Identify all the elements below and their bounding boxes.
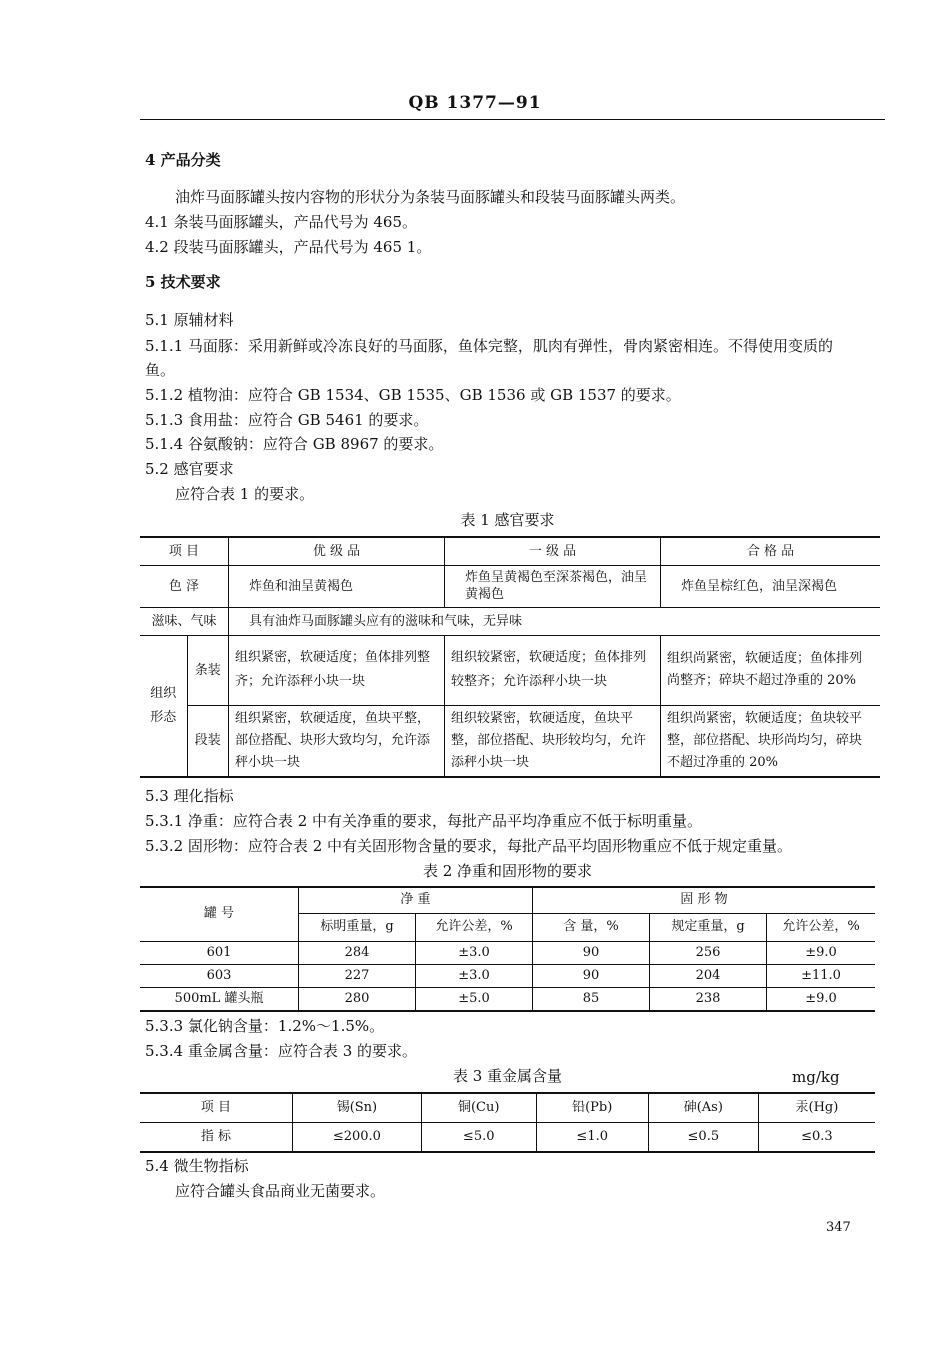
section-5-1-2: 5.1.2 植物油：应符合 GB 1534、GB 1535、GB 1536 或 GB 1537 的要求。: [145, 386, 681, 404]
t2-can-label: 罐 号: [140, 887, 299, 941]
t2-sub-net-tolerance: 允许公差，%: [416, 913, 533, 941]
page-number: 347: [826, 1220, 851, 1235]
table-cell: ≤1.0: [536, 1123, 648, 1153]
table-cell: 90: [533, 941, 650, 964]
section-5-2-text: 应符合表 1 的要求。: [175, 485, 315, 503]
t2-sub-solid-tolerance: 允许公差，%: [767, 913, 876, 941]
section-5-1-1-cont: 鱼。: [145, 361, 176, 379]
t2-net-header: 净 重: [299, 887, 533, 913]
table-cell: 256: [650, 941, 767, 964]
section-5-1: 5.1 原辅材料: [145, 311, 234, 329]
t1-strip-label: 条装: [187, 635, 228, 705]
table-cell: 284: [299, 941, 416, 964]
document-code: QB 1377—91: [408, 93, 542, 113]
header-rule: [140, 119, 885, 120]
t1-section-first: 组织较紧密，软硬适度，鱼块平整，部位搭配、块形较均匀，允许添秤小块一块: [445, 705, 661, 777]
section-5-1-1: 5.1.1 马面豚：采用新鲜或冷冻良好的马面豚，鱼体完整，肌肉有弹性，骨肉紧密相连。不得使用变质的: [145, 337, 833, 355]
section-5-title: 5 技术要求: [145, 273, 221, 291]
table-cell: 85: [533, 987, 650, 1011]
t1-taste-label: 滋味、气味: [140, 607, 229, 635]
t2-sub-specified-weight: 规定重量，g: [650, 913, 767, 941]
table-cell: 204: [650, 964, 767, 987]
section-4-intro: 油炸马面豚罐头按内容物的形状分为条装马面豚罐头和段装马面豚罐头两类。: [175, 188, 686, 206]
section-4-title: 4 产品分类: [145, 151, 221, 169]
section-5-3-1: 5.3.1 净重：应符合表 2 中有关净重的要求，每批产品平均净重应不低于标明重量。: [145, 812, 703, 830]
t1-strip-first: 组织较紧密，软硬适度；鱼体排列较整齐；允许添秤小块一块: [445, 635, 661, 705]
section-5-4-text: 应符合罐头食品商业无菌要求。: [175, 1182, 386, 1200]
table-cell: 603: [140, 964, 299, 987]
t3-row-label: 指 标: [140, 1123, 293, 1153]
t3-header-item: 项 目: [140, 1093, 293, 1123]
t1-section-qualified: 组织尚紧密，软硬适度；鱼块较平整，部位搭配、块形尚均匀，碎块不超过净重的 20%: [661, 705, 881, 777]
table-cell: ±9.0: [767, 987, 876, 1011]
table-cell: ±9.0: [767, 941, 876, 964]
t1-color-qualified: 炸鱼呈棕红色，油呈深褐色: [661, 565, 881, 607]
t3-header-pb: 铅(Pb): [536, 1093, 648, 1123]
t1-header-qualified: 合 格 品: [661, 537, 881, 565]
table-cell: ±5.0: [416, 987, 533, 1011]
table3-heavy-metals: [140, 1092, 875, 1153]
t2-solid-header: 固 形 物: [533, 887, 876, 913]
section-5-3-3: 5.3.3 氯化钠含量：1.2%～1.5%。: [145, 1017, 385, 1035]
table-cell: 601: [140, 941, 299, 964]
t3-header-hg: 汞(Hg): [758, 1093, 875, 1123]
table-cell: ±3.0: [416, 964, 533, 987]
t3-header-sn: 锡(Sn): [293, 1093, 422, 1123]
t1-strip-qualified: 组织尚紧密，软硬适度；鱼体排列尚整齐；碎块不超过净重的 20%: [661, 635, 881, 705]
t2-sub-labeled-weight: 标明重量，g: [299, 913, 416, 941]
table1-sensory: [140, 536, 880, 778]
t1-color-first: 炸鱼呈黄褐色至深茶褐色，油呈黄褐色: [445, 565, 661, 607]
table-cell: ≤0.3: [758, 1123, 875, 1153]
t1-taste-value: 具有油炸马面豚罐头应有的滋味和气味，无异味: [229, 607, 881, 635]
t1-section-label: 段装: [187, 705, 228, 777]
t1-color-premium: 炸鱼和油呈黄褐色: [229, 565, 445, 607]
section-5-3: 5.3 理化指标: [145, 787, 234, 805]
section-5-2: 5.2 感官要求: [145, 460, 234, 478]
table2-weight: [140, 886, 875, 1012]
table-cell: 280: [299, 987, 416, 1011]
t1-header-item: 项 目: [140, 537, 229, 565]
t1-form-label: 组织形态: [140, 635, 187, 777]
table3-unit: mg/kg: [792, 1068, 840, 1086]
section-5-1-3: 5.1.3 食用盐：应符合 GB 5461 的要求。: [145, 411, 429, 429]
table1-caption: 表 1 感官要求: [460, 511, 555, 529]
table-cell: 90: [533, 964, 650, 987]
table-cell: ≤0.5: [648, 1123, 758, 1153]
section-4-1: 4.1 条装马面豚罐头，产品代号为 465。: [145, 213, 418, 231]
section-5-1-4: 5.1.4 谷氨酸钠：应符合 GB 8967 的要求。: [145, 435, 444, 453]
section-5-4: 5.4 微生物指标: [145, 1157, 249, 1175]
t1-strip-premium: 组织紧密，软硬适度；鱼体排列整齐；允许添秤小块一块: [229, 635, 445, 705]
t3-header-cu: 铜(Cu): [421, 1093, 536, 1123]
t1-header-first: 一 级 品: [445, 537, 661, 565]
table-cell: ≤200.0: [293, 1123, 422, 1153]
section-5-3-4: 5.3.4 重金属含量：应符合表 3 的要求。: [145, 1042, 418, 1060]
section-5-3-2: 5.3.2 固形物：应符合表 2 中有关固形物含量的要求，每批产品平均固形物重应不低于规定重量。: [145, 837, 793, 855]
t3-header-as: 砷(As): [648, 1093, 758, 1123]
table3-caption: 表 3 重金属含量: [452, 1067, 563, 1085]
table-cell: ±3.0: [416, 941, 533, 964]
table-cell: ±11.0: [767, 964, 876, 987]
table-cell: ≤5.0: [421, 1123, 536, 1153]
section-4-2: 4.2 段装马面豚罐头，产品代号为 465 1。: [145, 238, 432, 256]
t1-color-label: 色 泽: [140, 565, 229, 607]
t1-section-premium: 组织紧密，软硬适度，鱼块平整，部位搭配、块形大致均匀，允许添秤小块一块: [229, 705, 445, 777]
t1-header-premium: 优 级 品: [229, 537, 445, 565]
table-cell: 227: [299, 964, 416, 987]
table-cell: 238: [650, 987, 767, 1011]
t2-sub-content: 含 量，%: [533, 913, 650, 941]
table-cell: 500mL 罐头瓶: [140, 987, 299, 1011]
table2-caption: 表 2 净重和固形物的要求: [422, 862, 593, 880]
